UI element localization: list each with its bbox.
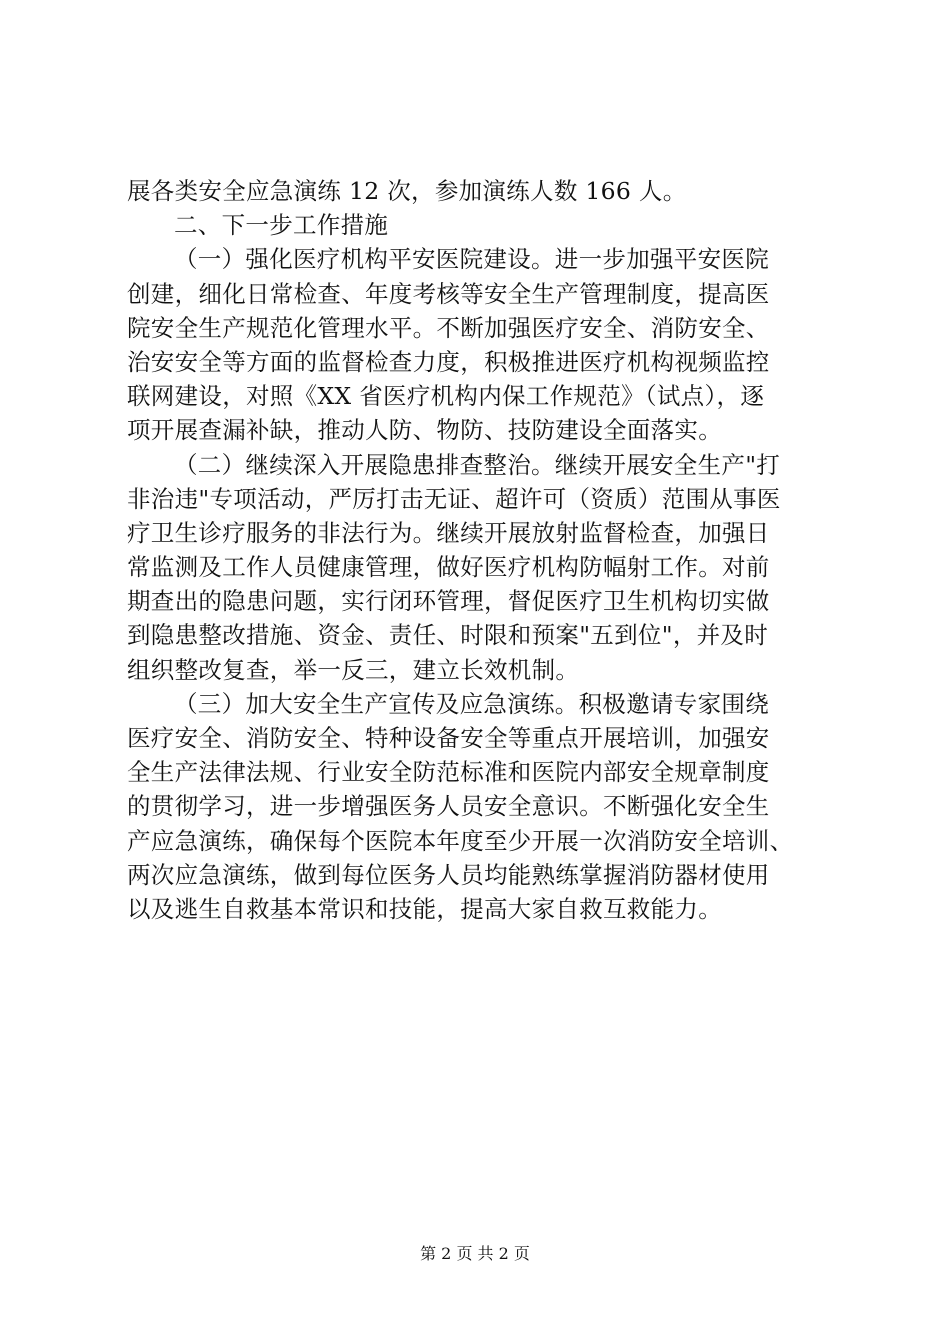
paragraph-heading-line: （三）加大安全生产宣传及应急演练。积极邀请专家围绕 xyxy=(174,689,769,718)
body-line: 的贯彻学习，进一步增强医务人员安全意识。不断强化安全生 xyxy=(127,792,770,821)
body-line: 常监测及工作人员健康管理，做好医疗机构防幅射工作。对前 xyxy=(127,553,770,582)
body-line: 产应急演练，确保每个医院本年度至少开展一次消防安全培训、 xyxy=(127,826,794,855)
body-line: 创建，细化日常检查、年度考核等安全生产管理制度，提高医 xyxy=(127,279,770,308)
page-number-footer: 第 2 页 共 2 页 xyxy=(420,1244,530,1263)
body-line: 全生产法律法规、行业安全防范标准和医院内部安全规章制度 xyxy=(127,758,770,787)
section-heading: 二、下一步工作措施 xyxy=(174,211,389,240)
document-body xyxy=(127,174,835,926)
body-line: 治安安全等方面的监督检查力度，积极推进医疗机构视频监控 xyxy=(127,347,770,376)
body-line: 联网建设，对照《XX 省医疗机构内保工作规范》（试点），逐 xyxy=(127,382,765,411)
body-line: 疗卫生诊疗服务的非法行为。继续开展放射监督检查，加强日 xyxy=(127,518,770,547)
body-line: 期查出的隐患问题，实行闭环管理，督促医疗卫生机构切实做 xyxy=(127,587,770,616)
body-line: 院安全生产规范化管理水平。不断加强医疗安全、消防安全、 xyxy=(127,313,770,342)
paragraph-heading-line: （二）继续深入开展隐患排查整治。继续开展安全生产"打 xyxy=(174,450,781,479)
body-line: 非治违"专项活动，严厉打击无证、超许可（资质）范围从事医 xyxy=(127,484,781,513)
body-line: 项开展查漏补缺，推动人防、物防、技防建设全面落实。 xyxy=(127,416,722,445)
body-line: 组织整改复查，举一反三，建立长效机制。 xyxy=(127,655,580,684)
body-line: 医疗安全、消防安全、特种设备安全等重点开展培训，加强安 xyxy=(127,724,770,752)
body-line: 到隐患整改措施、资金、责任、时限和预案"五到位"，并及时 xyxy=(127,621,769,650)
paragraph-heading-line: （一）强化医疗机构平安医院建设。进一步加强平安医院 xyxy=(174,245,769,274)
body-line: 以及逃生自救基本常识和技能，提高大家自救互救能力。 xyxy=(127,894,722,923)
body-line: 展各类安全应急演练 12 次，参加演练人数 166 人。 xyxy=(127,177,687,205)
body-line: 两次应急演练，做到每位医务人员均能熟练掌握消防器材使用 xyxy=(127,860,770,889)
